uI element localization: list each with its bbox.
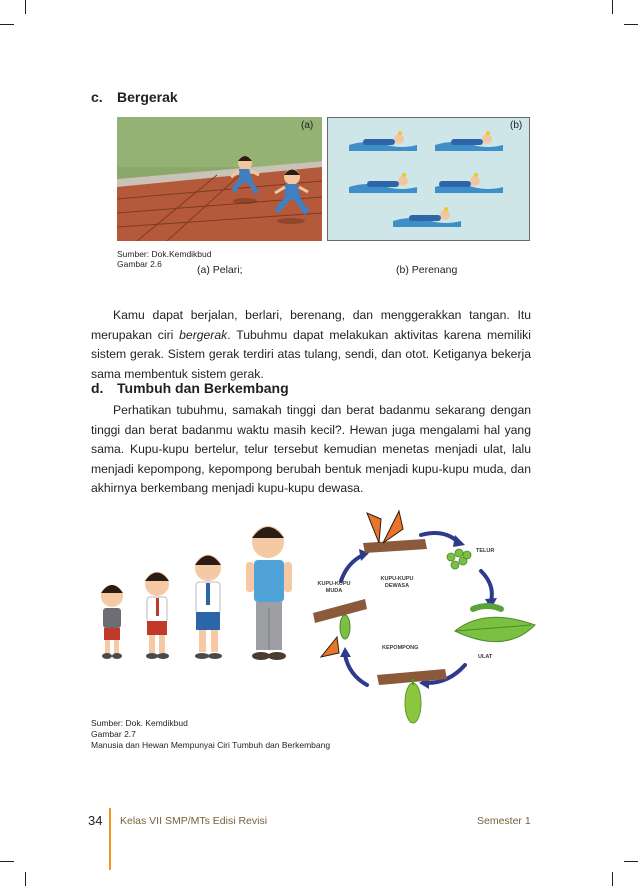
lifecycle-label-kepompong: KEPOMPONG: [382, 645, 419, 651]
crop-mark: [612, 872, 613, 886]
footer-page-number: 34: [88, 813, 103, 828]
paragraph-tumbuh: [91, 401, 531, 499]
section-c-letter: c.: [91, 89, 103, 105]
footer-book-title: Kelas VII SMP/MTs Edisi Revisi: [120, 815, 268, 827]
crop-mark: [0, 24, 14, 25]
panel-b-tag: (b): [510, 120, 523, 131]
figure-2-7-source: Sumber: Dok. Kemdikbud: [91, 718, 188, 728]
figure-2-7-number: Gambar 2.7: [91, 729, 136, 739]
lifecycle-label-ulat: ULAT: [478, 654, 493, 660]
paragraph-bergerak-text-after: . Tubuhmu dapat melakukan aktivitas karena memiliki sistem gerak. Sistem gerak terdiri atas tulang, sendi, dan otot. Ketiganya bekerja sama membentuk sistem gerak.: [91, 327, 531, 381]
lifecycle-label-kupu-muda: KUPU-KUPU MUDA: [317, 581, 351, 594]
paragraph-bergerak-emphasis: bergerak: [179, 327, 228, 342]
footer-divider: [109, 808, 111, 870]
section-d-heading: [91, 380, 289, 396]
section-c-heading: [91, 89, 178, 105]
figure-2-6-caption-b: (b) Perenang: [396, 264, 458, 276]
figure-2-6-caption-a: (a) Pelari;: [197, 264, 243, 276]
section-d-title: Tumbuh dan Berkembang: [117, 380, 289, 396]
figure-runner-illustration: [117, 117, 322, 241]
figure-children-growth-illustration: [90, 518, 300, 670]
section-c-title: Bergerak: [117, 89, 178, 105]
crop-mark: [25, 872, 26, 886]
lifecycle-label-telur: TELUR: [476, 548, 495, 554]
paragraph-bergerak-text-before: Kamu dapat berjalan, berlari, berenang, dan menggerakkan tangan. Itu merupakan ciri: [91, 308, 531, 342]
paragraph-bergerak: [91, 306, 531, 384]
crop-mark: [624, 24, 638, 25]
section-d-letter: d.: [91, 380, 104, 396]
lifecycle-label-kupu-dewasa: KUPU-KUPU DEWASA: [380, 576, 414, 589]
paragraph-tumbuh-text: Perhatikan tubuhmu, samakah tinggi dan berat badanmu sekarang dengan tinggi dan berat badanmu waktu masih kecil?. Hewan juga mengalami hal yang sama. Kupu-kupu bertelur, telur tersebut kemudian menetas menjadi ulat, lalu menjadi kepompong, kepompong berubah bentuk menjadi kupu-kupu muda, dan akhirnya berkembang menjadi kupu-kupu dewasa.: [91, 403, 531, 495]
crop-mark: [25, 0, 26, 14]
crop-mark: [612, 0, 613, 14]
crop-mark: [0, 861, 14, 862]
figure-2-7-caption: Manusia dan Hewan Mempunyai Ciri Tumbuh dan Berkembang: [91, 740, 331, 750]
figure-2-6-number: Gambar 2.6: [117, 259, 162, 269]
crop-mark: [624, 861, 638, 862]
figure-2-6-source: Sumber: Dok.Kemdikbud: [117, 249, 212, 259]
figure-butterfly-lifecycle-illustration: [305, 505, 540, 727]
panel-a-tag: (a): [301, 120, 314, 131]
figure-swimmer-illustration: [327, 117, 530, 241]
footer-semester: Semester 1: [477, 815, 531, 827]
